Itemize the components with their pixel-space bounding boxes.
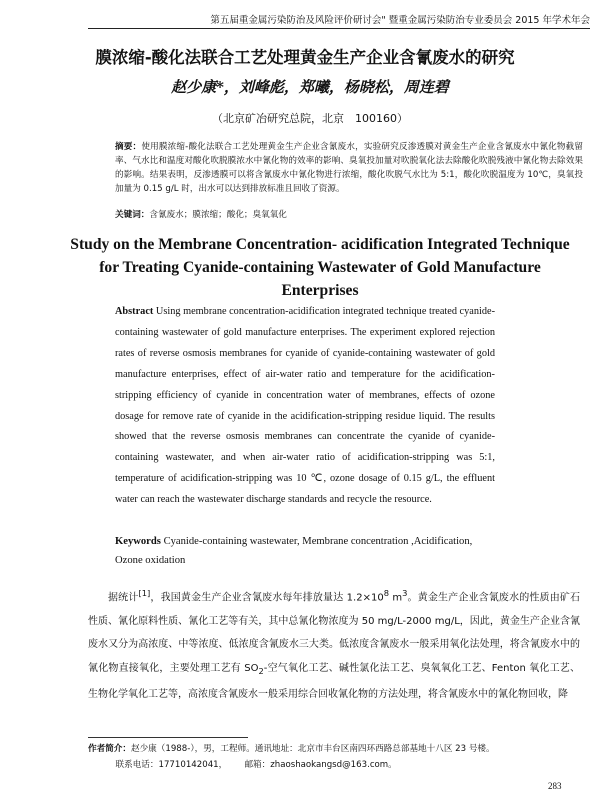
- citation-ref: [1]: [138, 588, 151, 598]
- keywords-chinese-text: 含氰废水；膜浓缩；酸化；臭氧氧化: [149, 210, 287, 220]
- subscript: 2: [258, 665, 264, 676]
- footnote-contact: [88, 757, 588, 773]
- body-text-d: 。黄金生产企业含氰废水的性质由矿石性质、氰化原料性质、氰化工艺等有关，其中总氰化物浓度为 50 mg/L-2000 mg/L，因此，黄金生产企业含氰废水又分为高浓度、中等浓度、低浓度含氰废水三大类。低浓度含氰废水一般采用氧化法处理，将含氰废水中的氰化物直接氧化，主要处理工艺有 SO: [88, 592, 581, 674]
- header-rule: [88, 28, 590, 29]
- authors-chinese: 赵少康*，刘峰彪，郑曦，杨晓松，周连碧: [171, 78, 449, 96]
- affiliation-chinese: （北京矿冶研究总院，北京 100160）: [212, 112, 408, 125]
- page-number: 283: [548, 781, 562, 791]
- body-paragraph: [88, 582, 580, 707]
- footnote-email: zhaoshaokangsd@163.com。: [270, 760, 397, 770]
- abstract-english: [115, 302, 495, 511]
- footnote: [88, 741, 588, 773]
- body-text-a: 据统计: [108, 592, 139, 604]
- keywords-chinese: [115, 208, 583, 220]
- footnote-phone-label: 联系电话：: [115, 760, 159, 770]
- keywords-chinese-label: 关键词：: [115, 210, 150, 220]
- keywords-english-label: Keywords: [115, 536, 161, 547]
- body-text-e: -空气氧化工艺、碱性氯化法工艺、臭氧氧化工艺、Fenton 氧化工艺、生物化学氧化工艺等，高浓度含氰废水一般采用综合回收氰化物的方法处理，将含氰废水中的氰化物回收，降: [88, 662, 580, 701]
- keywords-english-text: Cyanide-containing wastewater, Membrane concentration ,Acidification, Ozone oxidation: [115, 536, 473, 566]
- title-chinese: 膜浓缩-酸化法联合工艺处理黄金生产企业含氰废水的研究: [95, 48, 515, 67]
- abstract-english-text: Using membrane concentration-acidification integrated technique treated cyanide-containing wastewater of gold manufacture enterprises. The experiment explored rejection rates of reverse osmosis membranes for cyanide of cyanide-containing wastewater of gold manufacture enterprises, effect of air-water ratio and temperature for the acidification-stripping efficiency of cyanide in concentration water of membranes, effects of ozone dosage for remove rate of cyanide in the acidification-stripping residue liquid. The results showed that the reverse osmosis membranes can concentrate the cyanide of cyanide-containing wastewater, and when air-water ratio of acidification-stripping was 5:1, temperature of acidification-stripping was 10 ℃, ozone dosage of 0.15 g/L, the effluent water can reach the wastewater discharge standards and recycle the resource.: [115, 306, 495, 506]
- running-header: 第五届重金属污染防治及风险评价研讨会" 暨重金属污染防治专业委员会 2015 年学术年会: [210, 15, 590, 26]
- abstract-chinese-text: 使用膜浓缩-酸化法联合工艺处理黄金生产企业含氰废水，实验研究反渗透膜对黄金生产企业含氰废水中氰化物截留率、气水比和温度对酸化吹脱膜浓水中氰化物的效率的影响、臭氧投加量对吹脱氧化法去除酸化吹脱残液中氰化物去除效果的影响。结果表明，反渗透膜可以将含氰废水中氰化物进行浓缩，酸化吹脱气水比为 5:1，酸化吹脱温度为 10℃，臭氧投加量为 0.15 g/L 时，出水可以达到排放标准且回收了资源。: [115, 142, 583, 194]
- title-english: Study on the Membrane Concentration- acidification Integrated Technique for Treating Cyanide-containing Wastewater of Gold Manufacture Enterprises: [70, 236, 570, 299]
- keywords-english: [115, 532, 497, 570]
- footnote-author-label: 作者简介：: [88, 744, 131, 754]
- abstract-chinese-label: 摘要：: [115, 142, 142, 152]
- footnote-phone: 17710142041，: [158, 760, 228, 770]
- footnote-author-text: 赵少康（1988-），男，工程师。通讯地址：北京市丰台区南四环西路总部基地十八区 23 号楼。: [130, 744, 495, 754]
- footnote-rule: [88, 737, 248, 738]
- footnote-email-label: 邮箱：: [244, 760, 271, 770]
- body-text-c: m: [389, 592, 403, 604]
- footnote-author: [88, 741, 588, 757]
- exponent-2: 3: [402, 588, 408, 598]
- body-text-b: ，我国黄金生产企业含氰废水每年排放量达 1.2×10: [150, 592, 384, 604]
- exponent: 8: [383, 588, 389, 598]
- abstract-english-label: Abstract: [115, 306, 154, 317]
- abstract-chinese: [115, 140, 583, 196]
